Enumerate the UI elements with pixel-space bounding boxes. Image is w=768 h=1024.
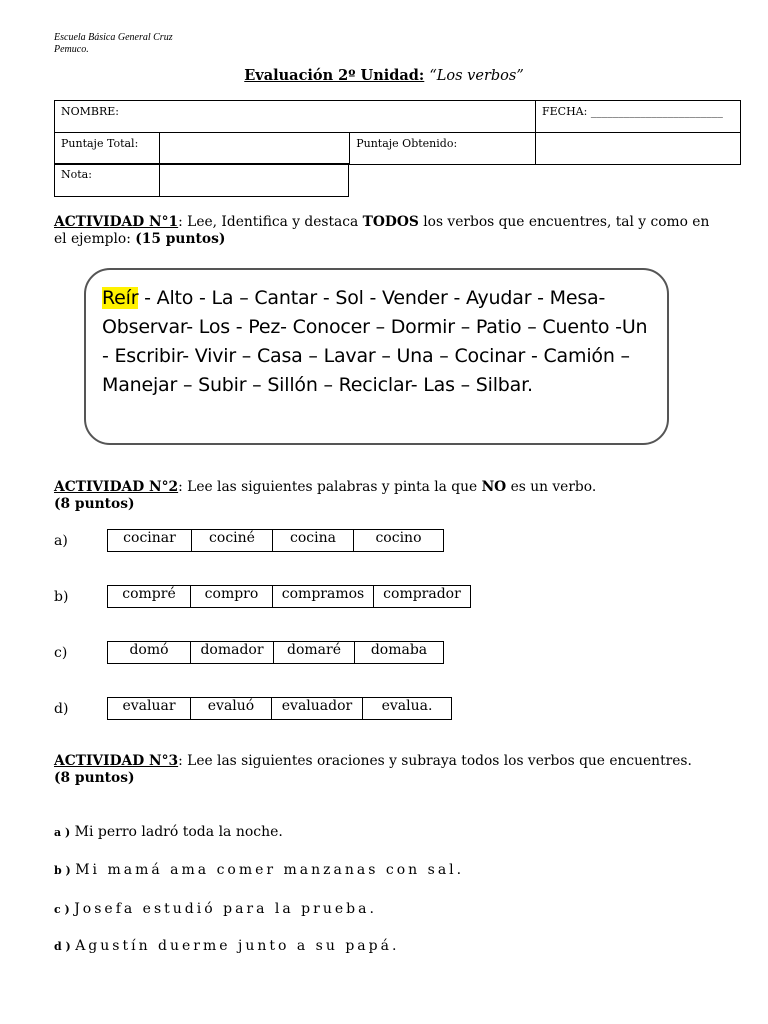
school-city: Pemuco. bbox=[54, 44, 89, 55]
word-cell[interactable]: domador bbox=[191, 642, 274, 664]
puntaje-total-label-cell bbox=[55, 133, 160, 165]
puntaje-obtenido-label: Puntaje Obtenido: bbox=[356, 137, 458, 150]
sentence-b-letter: b ) bbox=[54, 864, 71, 877]
nombre-label: NOMBRE: bbox=[61, 105, 120, 118]
page-title bbox=[0, 67, 768, 84]
word-cell[interactable]: evalua. bbox=[363, 698, 452, 720]
activity-1-points: (15 puntos) bbox=[135, 231, 226, 247]
student-info-table bbox=[54, 100, 741, 165]
activity-2-text-bold: NO bbox=[481, 479, 507, 495]
activity-3-instructions bbox=[54, 753, 716, 787]
activity-1-text-bold: TODOS bbox=[362, 214, 419, 230]
activity-3-text: : Lee las siguientes oraciones y subraya todos los verbos que encuentres. bbox=[178, 753, 692, 769]
sentence-c-letter: c ) bbox=[54, 903, 70, 916]
word-cell[interactable]: cocino bbox=[354, 530, 444, 552]
puntaje-obtenido-label-cell bbox=[350, 133, 536, 165]
word-cell[interactable]: evaluó bbox=[191, 698, 272, 720]
verb-word-box bbox=[84, 268, 669, 445]
activity-1-instructions bbox=[54, 214, 716, 248]
word-cell[interactable]: compramos bbox=[273, 586, 374, 608]
fecha-cell[interactable] bbox=[536, 101, 741, 133]
activity-1-text-a: : Lee, Identifica y destaca bbox=[178, 214, 363, 230]
row-b-letter: b) bbox=[54, 589, 69, 605]
activity-1-text-b: los verbos que encuentres, tal y como en el ejemplo: bbox=[54, 214, 710, 247]
nota-label: Nota: bbox=[61, 168, 92, 181]
school-name: Escuela Básica General Cruz bbox=[54, 32, 173, 43]
row-d-letter: d) bbox=[54, 701, 69, 717]
word-cell[interactable]: cocina bbox=[273, 530, 354, 552]
sentence-c-text[interactable]: Josefa estudió para la prueba. bbox=[74, 901, 377, 917]
word-cell[interactable]: cociné bbox=[192, 530, 273, 552]
sentence-d[interactable] bbox=[54, 938, 399, 954]
row-c-letter: c) bbox=[54, 645, 68, 661]
activity-2-label: ACTIVIDAD N°2 bbox=[54, 479, 179, 495]
activity-3-points: (8 puntos) bbox=[54, 770, 135, 786]
sentence-d-text[interactable]: Agustín duerme junto a su papá. bbox=[75, 938, 400, 954]
activity-1-label: ACTIVIDAD N°1 bbox=[54, 214, 179, 230]
puntaje-obtenido-field[interactable] bbox=[536, 133, 741, 165]
word-cell[interactable]: compro bbox=[191, 586, 273, 608]
title-main: Evaluación 2º Unidad: bbox=[244, 67, 425, 84]
activity-3-label: ACTIVIDAD N°3 bbox=[54, 753, 179, 769]
activity-2-text-b: es un verbo. bbox=[506, 479, 597, 495]
sentence-a-text[interactable]: Mi perro ladró toda la noche. bbox=[74, 824, 283, 840]
word-cell[interactable]: cocinar bbox=[108, 530, 192, 552]
nota-table bbox=[54, 163, 349, 197]
word-cell[interactable]: evaluar bbox=[108, 698, 191, 720]
word-cell[interactable]: domaba bbox=[355, 642, 444, 664]
title-topic: “Los verbos” bbox=[429, 68, 524, 84]
sentence-d-letter: d ) bbox=[54, 940, 71, 953]
word-row-d bbox=[107, 697, 452, 720]
fecha-label: FECHA: ________________________ bbox=[542, 105, 723, 118]
activity-2-text-a: : Lee las siguientes palabras y pinta la que bbox=[178, 479, 482, 495]
nota-field[interactable] bbox=[160, 164, 349, 197]
row-a-letter: a) bbox=[54, 533, 68, 549]
sentence-a[interactable] bbox=[54, 824, 283, 840]
word-cell[interactable]: domó bbox=[108, 642, 191, 664]
activity-2-points: (8 puntos) bbox=[54, 496, 135, 512]
word-row-c bbox=[107, 641, 444, 664]
activity-2-instructions bbox=[54, 479, 716, 513]
school-header bbox=[54, 32, 173, 56]
highlighted-example-word[interactable]: Reír bbox=[102, 287, 139, 309]
word-cell[interactable]: domaré bbox=[274, 642, 355, 664]
word-cell[interactable]: compré bbox=[108, 586, 191, 608]
sentence-b-text[interactable]: Mi mamá ama comer manzanas con sal. bbox=[75, 862, 465, 878]
sentence-c[interactable] bbox=[54, 901, 377, 917]
word-cell[interactable]: comprador bbox=[374, 586, 471, 608]
puntaje-total-field[interactable] bbox=[160, 133, 350, 165]
word-list[interactable]: - Alto - La – Cantar - Sol - Vender - Ayudar - Mesa- Observar- Los - Pez- Conocer – Dormir – Patio – Cuento -Un - Escribir- Vivir – Casa – Lavar – Una – Cocinar - Camión – Manejar – Subir – Sillón – Reciclar- Las – Silbar. bbox=[102, 287, 648, 396]
word-row-b bbox=[107, 585, 471, 608]
sentence-b[interactable] bbox=[54, 862, 464, 878]
nombre-cell[interactable] bbox=[55, 101, 536, 133]
puntaje-total-label: Puntaje Total: bbox=[61, 137, 139, 150]
word-cell[interactable]: evaluador bbox=[272, 698, 363, 720]
word-row-a bbox=[107, 529, 444, 552]
nota-label-cell bbox=[55, 164, 160, 197]
sentence-a-letter: a ) bbox=[54, 826, 71, 839]
